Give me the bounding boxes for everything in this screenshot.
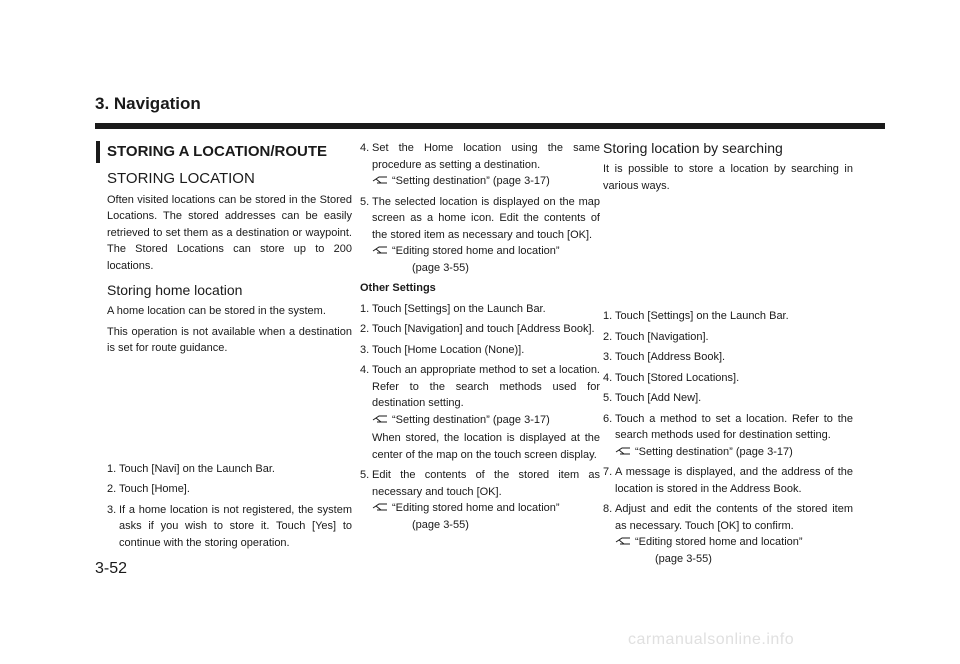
reference-icon — [615, 535, 631, 547]
home-heading: Storing home location — [107, 282, 243, 298]
column-2 — [360, 140, 600, 537]
search-step-3: 3. Touch [Address Book]. — [603, 351, 726, 363]
reference-icon — [372, 244, 388, 256]
home-step-1: 1. Touch [Navi] on the Launch Bar. — [107, 462, 275, 475]
reference-icon — [615, 445, 631, 457]
other-step-2: 2. Touch [Navigation] and touch [Address Book]. — [360, 323, 595, 335]
section-title — [107, 144, 352, 161]
search-step-7: 7. A message is displayed, and the address of the location is stored in the Address Book. — [603, 466, 853, 495]
reference-icon — [372, 413, 388, 425]
header-rule — [95, 123, 885, 129]
other-step-5: 5. Edit the contents of the stored item as necessary and touch [OK]. “Editing stored home and location” (page 3-55) — [360, 467, 600, 533]
other-step-4: 4. Touch an appropriate method to set a location. Refer to the search methods used for destination setting. “Setting destination” (page 3-17) When stored, the location is displayed at the center of the map on the touch screen display. — [360, 362, 600, 463]
search-step-8: 8. Adjust and edit the contents of the stored item as necessary. Touch [OK] to confirm. “Editing stored home and location” (page 3-55) — [603, 501, 853, 567]
page-number: 3-52 — [95, 560, 128, 577]
reference-icon — [372, 174, 388, 186]
illustration-space — [603, 198, 853, 308]
search-heading: Storing location by searching — [603, 140, 783, 156]
reference[interactable]: “Editing stored home and location” (page 3-55) — [372, 243, 600, 276]
other-settings-heading: Other Settings — [360, 282, 436, 294]
search-step-2: 2. Touch [Navigation]. — [603, 330, 709, 343]
column-1 — [107, 140, 352, 555]
home-step-5: 5. The selected location is displayed on the map screen as a home icon. Edit the contents of the stored item as necessary and touch [OK]. “Editing stored home and location” (page 3-55) — [360, 194, 600, 277]
reference[interactable]: “Setting destination” (page 3-17) — [372, 412, 600, 429]
illustration-space — [107, 361, 352, 461]
search-step-6: 6. Touch a method to set a location. Refer to the search methods used for destination setting. “Setting destination” (page 3-17) — [603, 411, 853, 461]
home-paragraph-2: This operation is not available when a destination is set for route guidance. — [107, 325, 352, 354]
other-step-3: 3. Touch [Home Location (None)]. — [360, 343, 525, 356]
reference-icon — [372, 501, 388, 513]
other-step-1: 1. Touch [Settings] on the Launch Bar. — [360, 302, 546, 315]
home-step-2: 2. Touch [Home]. — [107, 483, 190, 495]
home-paragraph-1: A home location can be stored in the system. — [107, 305, 326, 317]
reference[interactable]: “Editing stored home and location” (page 3-55) — [372, 500, 600, 533]
search-step-4: 4. Touch [Stored Locations]. — [603, 371, 740, 384]
home-step-3: 3. If a home location is not registered, the system asks if you wish to store it. Touch [Yes] to continue with the storing operation. — [107, 503, 352, 549]
storing-location-heading: STORING LOCATION — [107, 169, 255, 187]
chapter-title: 3. Navigation — [95, 94, 201, 113]
search-step-5: 5. Touch [Add New]. — [603, 392, 702, 404]
section-title-text: STORING A LOCATION/ROUTE — [107, 143, 327, 160]
search-step-1: 1. Touch [Settings] on the Launch Bar. — [603, 310, 789, 322]
reference[interactable]: “Setting destination” (page 3-17) — [615, 444, 853, 461]
storing-location-paragraph: Often visited locations can be stored in the Stored Locations. The stored addresses can be easily retrieved to set them as a destination or waypoint. The Stored Locations can store up to 200 locations. — [107, 193, 352, 272]
column-3 — [603, 140, 853, 571]
step-note: When stored, the location is displayed at the center of the map on the touch screen display. — [372, 432, 600, 461]
home-step-4: 4. Set the Home location using the same procedure as setting a destination. “Setting destination” (page 3-17) — [360, 140, 600, 190]
reference[interactable]: “Setting destination” (page 3-17) — [372, 173, 600, 190]
reference[interactable]: “Editing stored home and location” (page 3-55) — [615, 534, 853, 567]
search-paragraph: It is possible to store a location by searching in various ways. — [603, 163, 853, 192]
section-bar — [96, 141, 100, 163]
watermark: carmanualsonline.info — [628, 631, 795, 648]
